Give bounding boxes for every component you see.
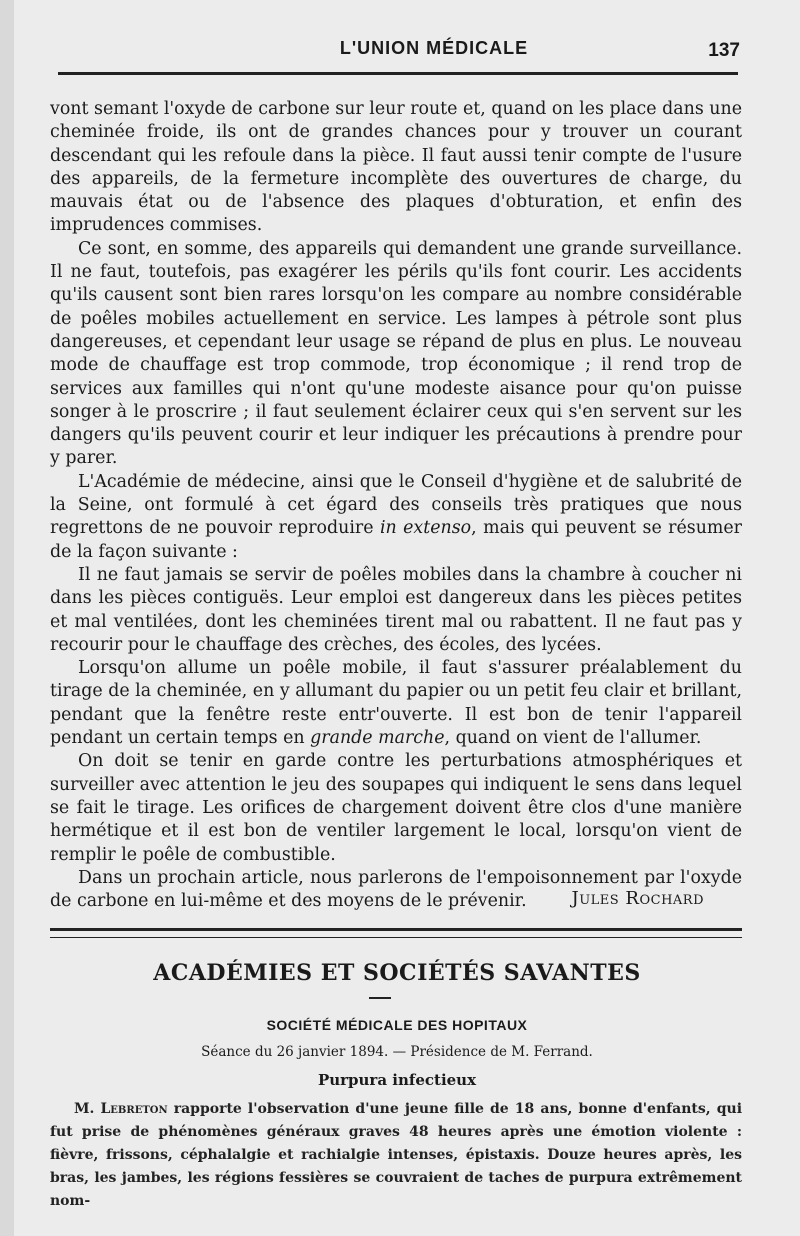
text-run: L'Académie de médecine, ainsi que le Conseil d'hygiène et de salubrité de la Seine, ont formulé à cet égard des conseils très pratiques que nous regrettons de ne pouvoir reproduire (50, 471, 742, 539)
article-paragraph: Ce sont, en somme, des appareils qui demandent une grande surveillance. Il ne faut, toutefois, pas exagérer les périls qu'ils font courir. Les accidents qu'ils causent sont bien rares lorsqu'on les compare au nombre considérable de poêles mobiles actuellement en service. Les lampes à pétrole sont plus dangereuses, et cependant leur usage se répand de plus en plus. Le nouveau mode de chauffage est trop commode, trop économique ; il rend trop de services aux familles qui n'ont qu'une modeste aisance pour qu'on puisse songer à le proscrire ; il faut seulement éclairer ceux qui s'en servent sur les dangers qu'ils peuvent courir et leur indiquer les précautions à prendre pour y parer. (50, 238, 742, 469)
page-number: 137 (708, 40, 740, 61)
subsection-title: Purpura infectieux (317, 1071, 477, 1089)
report-paragraph (50, 1098, 742, 1213)
italic-phrase: in extenso (379, 518, 472, 539)
text-run: rapporte l'observation d'une jeune fille de 18 ans, bonne d'enfants, qui fut prise de phénomènes généraux graves 48 heures après une émotion violente : fièvre, frissons, céphalalgie et rachialgie intenses, épistaxis. Douze heures après, les bras, les jambes, les régions fessières se couvraient de taches de purpura extrêmement nom- (50, 1101, 743, 1209)
text-run: Lorsqu'on allume un poêle mobile, il faut s'assurer préalablement du tirage de la cheminée, en y allumant du papier ou un petit feu clair et brillant, pendant que la fenêtre reste entr'ouverte. Il est bon de tenir l'appareil pendant un certain temps en (50, 658, 742, 749)
author-signature: Jules Rochard (571, 888, 704, 909)
article-paragraph: Dans un prochain article, nous parlerons de l'empoisonnement par l'oxyde de carbone en lui-même et des moyens de le prévenir. (50, 867, 742, 912)
header-rule (58, 72, 738, 75)
speaker-name: M. Lebreton (74, 1101, 168, 1117)
session-line: Séance du 26 janvier 1894. — Présidence de M. Ferrand. (201, 1044, 593, 1060)
article-body (50, 98, 742, 913)
text-run: , quand on vient de l'allumer. (444, 728, 702, 749)
title-dash (369, 997, 391, 999)
report-text (50, 1098, 742, 1213)
section-title: ACADÉMIES ET SOCIÉTÉS SAVANTES (153, 960, 641, 986)
society-name: SOCIÉTÉ MÉDICALE DES HOPITAUX (266, 1017, 528, 1033)
text-run: , mais qui peuvent se résumer de la façon suivante : (50, 518, 742, 562)
article-paragraph: On doit se tenir en garde contre les perturbations atmosphériques et surveiller avec attention le jeu des soupapes qui indiquent le sens dans lequel se fait le tirage. Les orifices de chargement doivent être clos d'une manière hermétique et il est bon de ventiler largement le local, lorsqu'on vient de remplir le poêle de combustible. (50, 751, 742, 865)
journal-title: L'UNION MÉDICALE (339, 38, 529, 58)
page (14, 0, 800, 1236)
article-paragraph: vont semant l'oxyde de carbone sur leur route et, quand on les place dans une cheminée froide, ils ont de grandes chances pour y trouver un courant descendant qui les refoule dans la pièce. Il faut aussi tenir compte de l'usure des appareils, de la fermeture incomplète des ouvertures de charge, du mauvais état ou de l'absence des plaques d'obturation, et enfin des imprudences commises. (50, 99, 742, 236)
running-head (14, 38, 800, 68)
article-paragraph: Il ne faut jamais se servir de poêles mobiles dans la chambre à coucher ni dans les pièces contiguës. Leur emploi est dangereux dans les pièces petites et mal ventilées, dont les cheminées tirent mal ou rabattent. Il ne faut pas y recourir pour le chauffage des crèches, des écoles, des lycées. (50, 564, 742, 655)
article-paragraph (50, 471, 742, 564)
italic-phrase: grande marche (310, 728, 445, 749)
section-divider (50, 928, 742, 938)
article-paragraph (50, 657, 742, 750)
